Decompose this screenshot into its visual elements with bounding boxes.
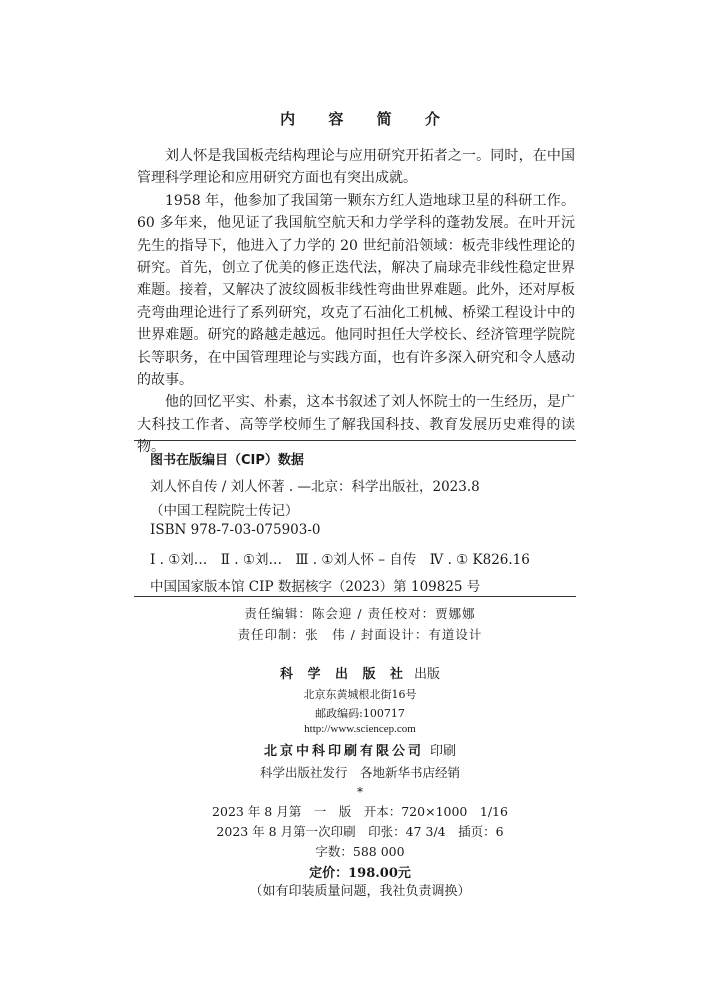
cip-isbn-line: ISBN 978-7-03-075903-0 — [150, 522, 321, 538]
cip-record-number: 中国国家版本馆 CIP 数据核字（2023）第 109825 号 — [150, 579, 481, 595]
cip-header: 图书在版编目（CIP）数据 — [150, 453, 304, 468]
word-count-line: 字数：588 000 — [315, 844, 405, 859]
printer-suffix: 印刷 — [430, 744, 457, 759]
price-line: 定价：198.00元 — [309, 866, 411, 881]
intro-body — [137, 145, 575, 459]
publisher-address: 北京东黄城根北街16号 — [303, 688, 417, 701]
quality-notice: （如有印装质量问题，我社负责调换） — [249, 884, 471, 899]
distribution-line: 科学出版社发行 各地新华书店经销 — [259, 765, 460, 780]
intro-title: 内 容 简 介 — [280, 110, 454, 128]
publisher-line — [0, 663, 720, 682]
cip-series-line: （中国工程院院士传记） — [150, 503, 299, 519]
publisher-website: http://www.sciencep.com — [304, 723, 416, 735]
intro-paragraph-3: 他的回忆平实、朴素，这本书叙述了刘人怀院士的一生经历，是广大科技工作者、高等学校师生了解我国科技、教育发展历史难得的读物。 — [137, 394, 575, 456]
editor-credits: 责任编辑：陈会迎 / 责任校对：贾娜娜 — [244, 606, 476, 621]
publisher-postcode: 邮政编码:100717 — [315, 707, 405, 720]
cip-top-divider — [134, 440, 576, 441]
publisher-suffix: 出版 — [414, 667, 441, 682]
printer-name: 北京中科印刷有限公司 — [263, 744, 424, 759]
separator-star: * — [357, 785, 363, 799]
cip-classification-line: Ⅰ . ①刘… Ⅱ . ①刘… Ⅲ . ①刘人怀 – 自传 Ⅳ . ① K826.16 — [150, 552, 530, 568]
printer-line — [0, 740, 720, 759]
production-credits: 责任印制：张 伟 / 封面设计：有道设计 — [237, 627, 483, 642]
intro-paragraph-2: 1958 年，他参加了我国第一颗东方红人造地球卫星的科研工作。60 多年来，他见证了我国航空航天和力学学科的蓬勃发展。在叶开沅先生的指导下，他进入了力学的 20 世纪前沿领域：板壳非线性理论的研究。首先，创立了优美的修正迭代法，解决了扁球壳非线性稳定世界难题。接着，又解决了波纹圆板非线性弯曲世界难题。此外，还对厚板壳弯曲理论进行了系列研究，攻克了石油化工机械、桥梁工程设计中的世界难题。研究的路越走越远。他同时担任大学校长、经济管理学院院长等职务，在中国管理理论与实践方面，也有许多深入研究和令人感动的故事。 — [137, 192, 575, 389]
printing-line: 2023 年 8 月第一次印刷 印张：47 3/4 插页：6 — [216, 824, 504, 839]
edition-line: 2023 年 8 月第 一 版 开本：720×1000 1/16 — [212, 804, 508, 819]
cip-bottom-divider — [134, 596, 576, 597]
intro-paragraph-1: 刘人怀是我国板壳结构理论与应用研究开拓者之一。同时，在中国管理科学理论和应用研究方面也有突出成就。 — [137, 148, 575, 187]
cip-title-line: 刘人怀自传 / 刘人怀著 . —北京：科学出版社，2023.8 — [150, 479, 480, 495]
publisher-name: 科 学 出 版 社 — [279, 667, 409, 682]
